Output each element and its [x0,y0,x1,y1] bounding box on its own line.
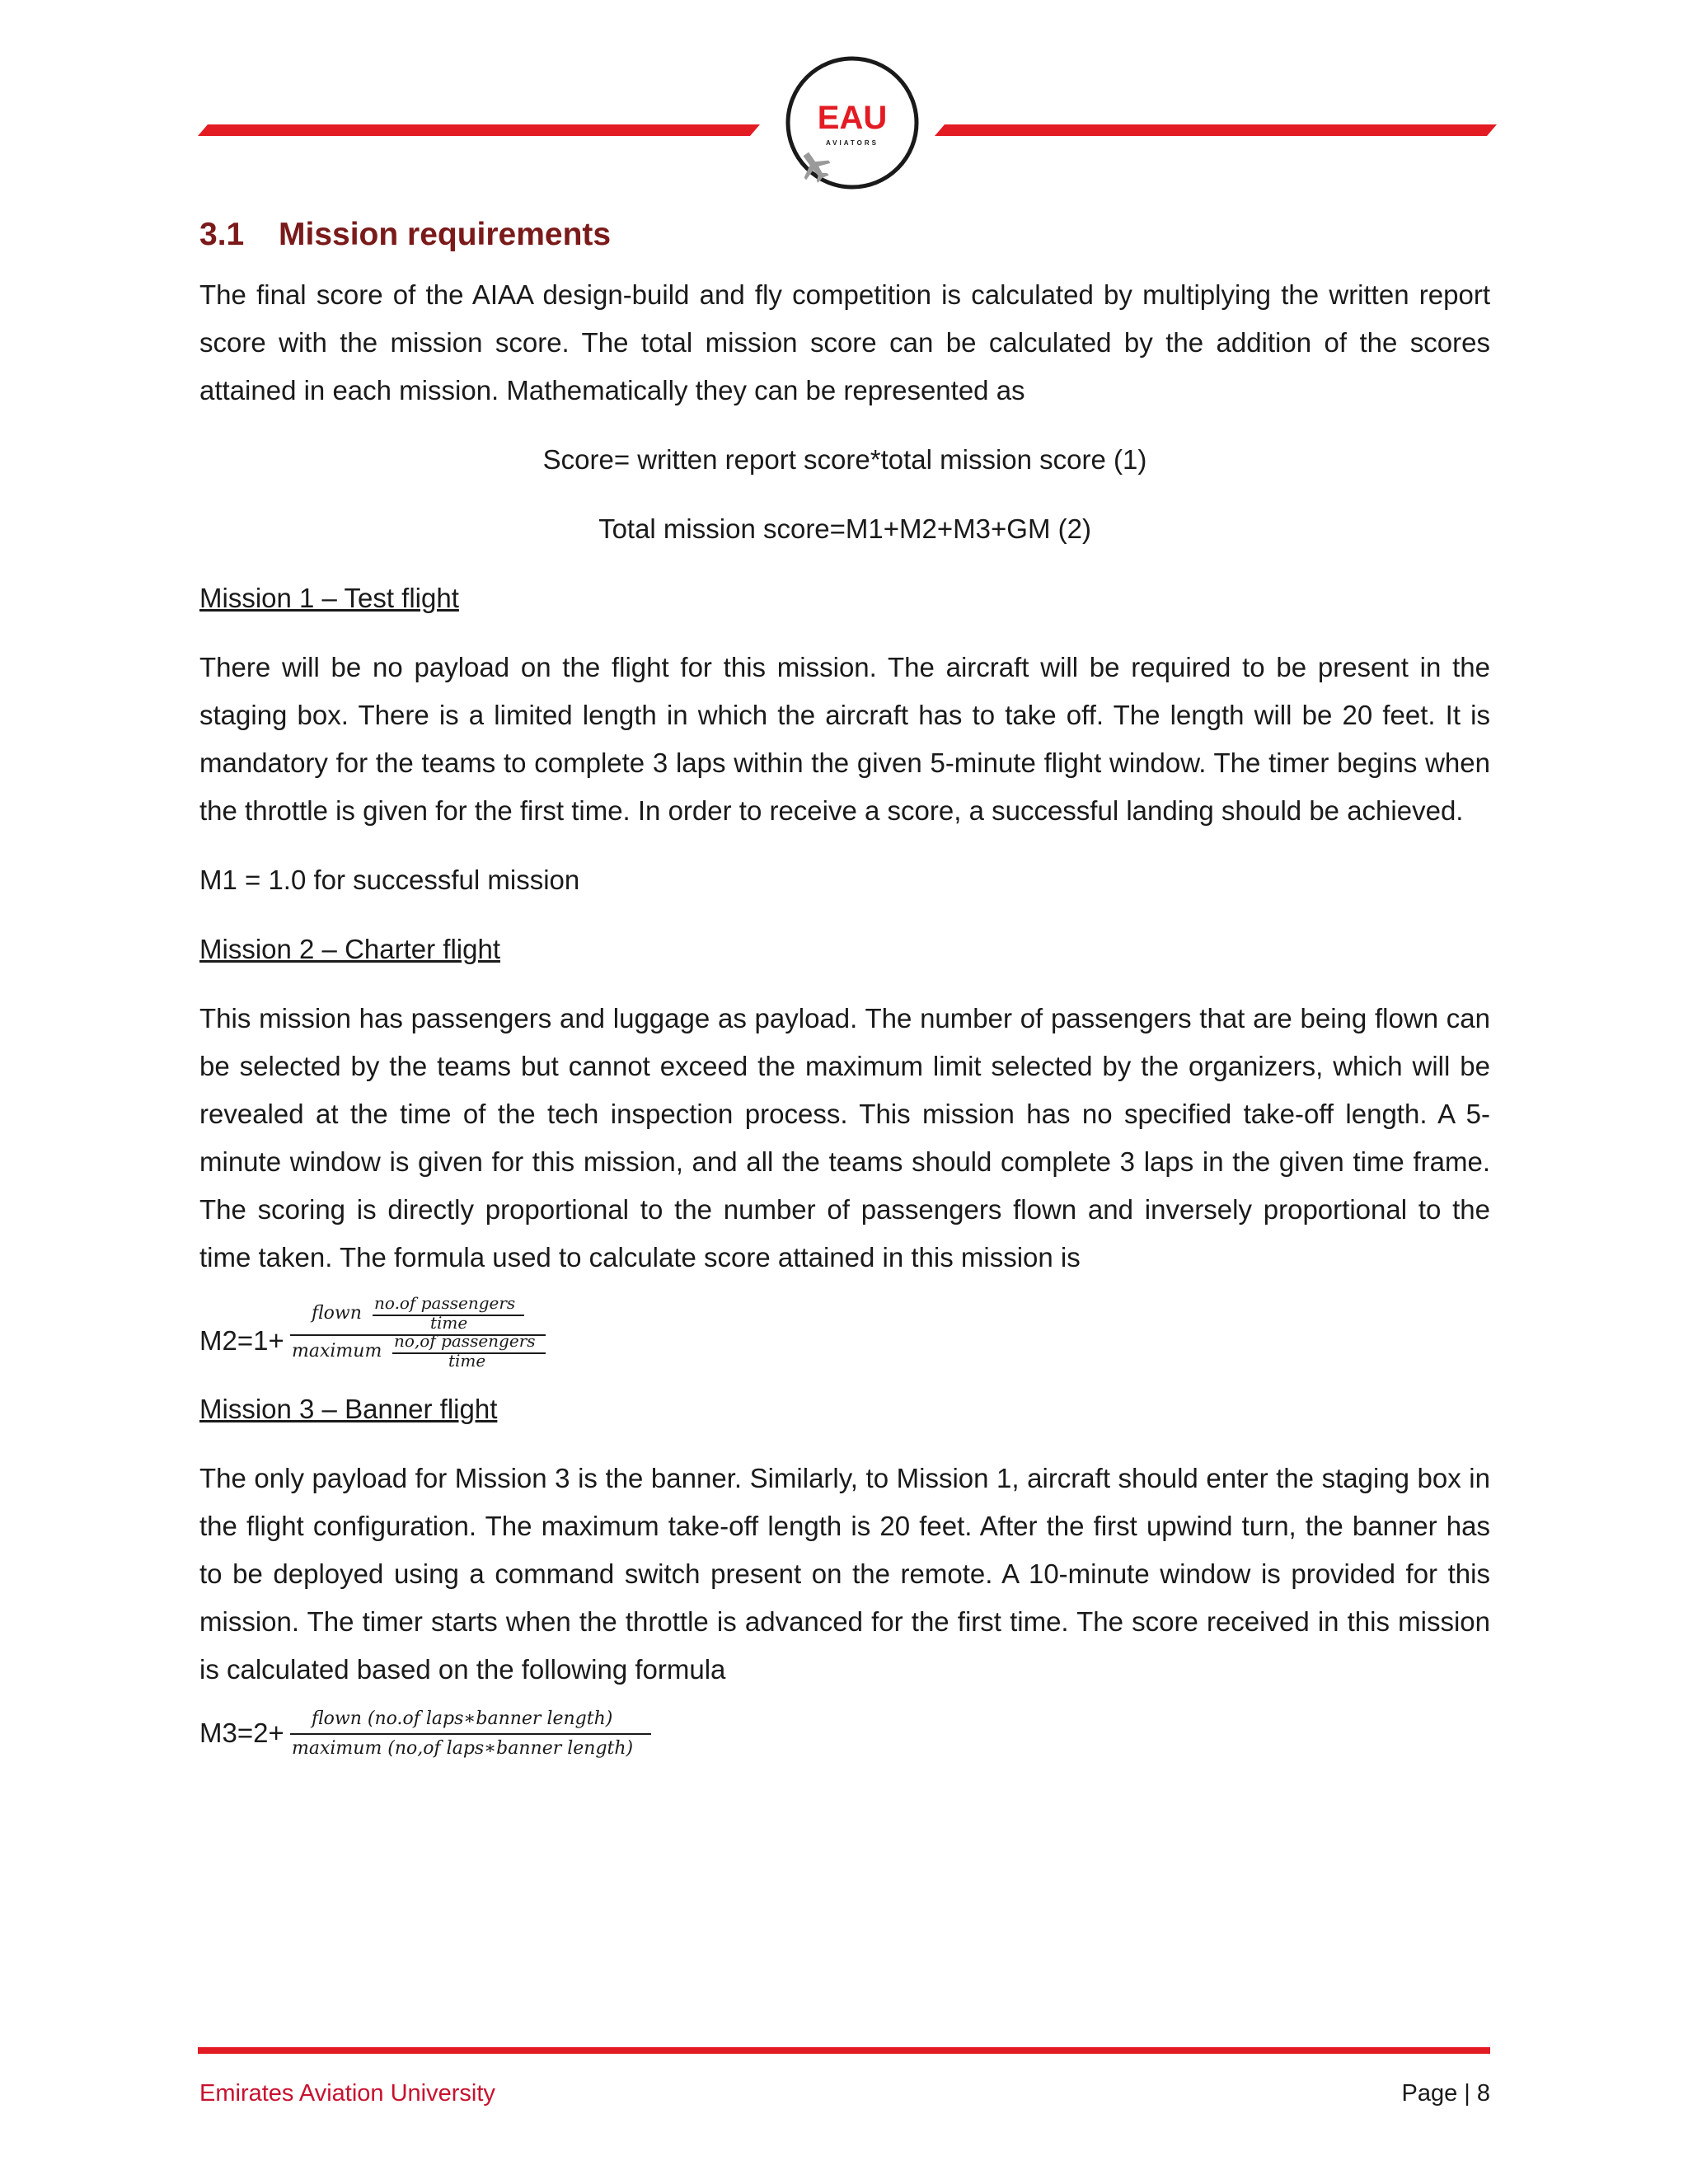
section-title: Mission requirements [279,217,612,252]
m2-lhs: M2=1+ [199,1325,284,1356]
footer-page-number: Page | 8 [1401,2080,1490,2107]
logo-subtext: AVIATORS [825,139,879,147]
m2-den-frac-bottom: time [448,1351,486,1371]
logo-text: EAU [817,100,888,136]
mission-2-heading: Mission 2 – Charter flight [199,934,500,964]
m2-num-frac-bottom: time [430,1313,468,1333]
m3-denominator: maximum (no,of laps∗banner length) [292,1738,634,1759]
m2-den-frac-top: no,of passengers [394,1331,536,1351]
eau-logo [784,54,921,191]
main-content [199,210,1490,1773]
header-rule-right [935,124,1497,136]
mission-2-formula [199,1295,1490,1385]
equation-1: Score= written report score*total mission score (1) [542,444,1147,475]
m3-main-bar [290,1733,651,1735]
mission-3-formula [199,1707,1490,1773]
m2-num-word: flown [312,1303,362,1324]
mission-1-score: M1 = 1.0 for successful mission [199,865,580,895]
header-rule-left [198,124,760,136]
section-heading [199,210,1490,260]
footer-institution: Emirates Aviation University [199,2080,495,2107]
equation-2: Total mission score=M1+M2+M3+GM (2) [598,513,1091,544]
m3-lhs: M3=2+ [199,1718,284,1748]
intro-paragraph: The final score of the AIAA design-build and fly competition is calculated by multiplying the written report score with the mission score. The total mission score can be calculated by the addition of the scores attained in each mission. Mathematically they can be represented as [199,279,1490,405]
m2-den-word: maximum [292,1341,382,1361]
mission-1-paragraph: There will be no payload on the flight for this mission. The aircraft will be required to be present in the staging box. There is a limited length in which the aircraft has to take off. The length will be 20 feet. It is mandatory for the teams to complete 3 laps within the given 5-minute flight window. The timer begins when the throttle is given for the first time. In order to receive a score, a successful landing should be achieved. [199,652,1490,826]
m2-num-frac-top: no.of passengers [374,1293,516,1313]
footer-rule [198,2047,1490,2054]
m3-numerator: flown (no.of laps∗banner length) [312,1708,613,1729]
mission-3-paragraph: The only payload for Mission 3 is the banner. Similarly, to Mission 1, aircraft should enter the staging box in the flight configuration. The maximum take-off length is 20 feet. After the first upwind turn, the banner has to be deployed using a command switch present on the remote. A 10-minute window is provided for this mission. The timer starts when the throttle is advanced for the first time. The score received in this mission is calculated based on the following formula [199,1463,1490,1685]
mission-2-paragraph: This mission has passengers and luggage as payload. The number of passengers that are being flown can be selected by the teams but cannot exceed the maximum limit selected by the organizers, which will be revealed at the time of the tech inspection process. This mission has no specified take-off length. A 5-minute window is given for this mission, and all the teams should complete 3 laps in the given time frame. The scoring is directly proportional to the number of passengers flown and inversely proportional to the time taken. The formula used to calculate score attained in this mission is [199,1003,1490,1272]
mission-3-heading: Mission 3 – Banner flight [199,1394,498,1424]
section-number: 3.1 [199,217,245,252]
mission-1-heading: Mission 1 – Test flight [199,583,459,613]
